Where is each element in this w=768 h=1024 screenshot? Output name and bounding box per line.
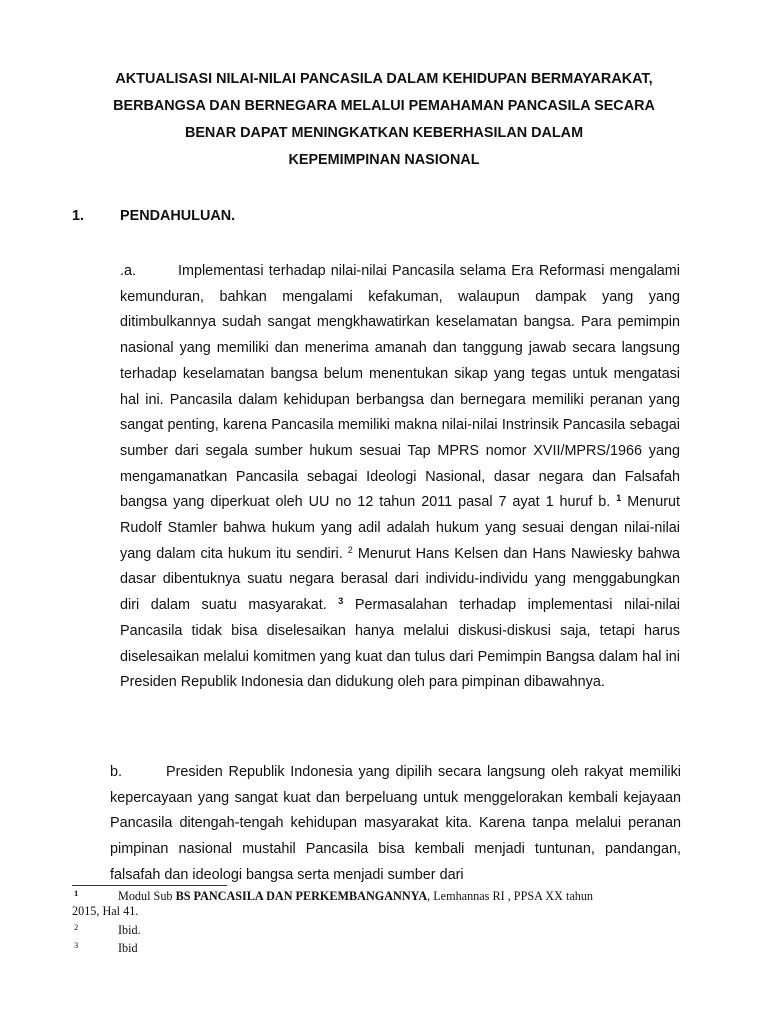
footnote-1-mark: 1 bbox=[74, 888, 79, 898]
footnote-separator bbox=[72, 885, 227, 886]
footnote-3-text: Ibid bbox=[118, 941, 138, 955]
footnote-ref-1[interactable]: 1 bbox=[616, 493, 622, 504]
footnote-ref-2[interactable]: 2 bbox=[347, 544, 353, 555]
document-title bbox=[60, 66, 708, 174]
footnote-1-prefix: Modul Sub bbox=[118, 889, 176, 903]
section-heading-text: PENDAHULUAN. bbox=[120, 208, 236, 224]
paragraph-a-text-2: Menurut Rudolf Stamler bahwa hukum yang adil adalah hukum yang sesuai dengan nilai-nilai yang dalam cita hukum itu sendiri. bbox=[120, 494, 681, 562]
title-line-3: BENAR DAPAT MENINGKATKAN KEBERHASILAN DALAM bbox=[184, 125, 584, 141]
title-line-1: AKTUALISASI NILAI-NILAI PANCASILA DALAM KEHIDUPAN BERMAYARAKAT, bbox=[115, 71, 653, 87]
footnote-1 bbox=[72, 889, 682, 919]
paragraph-b bbox=[110, 760, 681, 889]
footnote-ref-3[interactable]: 3 bbox=[338, 596, 344, 607]
footnote-2 bbox=[72, 923, 682, 938]
title-line-2: BERBANGSA DAN BERNEGARA MELALUI PEMAHAMAN PANCASILA SECARA bbox=[113, 98, 655, 114]
paragraph-a-text-4: Permasalahan terhadap implementasi nilai-nilai Pancasila tidak bisa diselesaikan hanya melalui diskusi-diskusi saja, tetapi harus diselesaikan melalui komitmen yang kuat dan tulus dari Pemimpin Bangsa dalam hal ini Presiden Republik Indonesia dan didukung oleh para pimpinan dibawahnya. bbox=[120, 597, 680, 691]
footnotes bbox=[72, 889, 682, 956]
title-line-4: KEPEMIMPINAN NASIONAL bbox=[288, 152, 480, 168]
footnote-2-mark: 2 bbox=[74, 922, 79, 932]
footnote-3 bbox=[72, 941, 682, 956]
footnote-1-bold-title: BS PANCASILA DAN PERKEMBANGANNYA bbox=[175, 889, 428, 903]
section-heading bbox=[72, 208, 235, 224]
section-number: 1. bbox=[72, 208, 85, 224]
footnote-2-text: Ibid. bbox=[118, 923, 141, 937]
paragraph-a-text-1: Implementasi terhadap nilai-nilai Pancasila selama Era Reformasi mengalami kemunduran, bahkan mengalami kefakuman, walaupun dampak yang yang ditimbulkannya sudah sangat mengkhawatirkan keselamatan bangsa. Para pemimpin nasional yang memiliki dan menerima amanah dan tanggung jawab secara langsung terhadap keselamatan bangsa belum menentukan sikap yang tegas untuk mengatasi hal ini. Pancasila dalam kehidupan berbangsa dan bernegara memiliki peranan yang sangat penting, karena Pancasila memiliki makna nilai-nilai Instrinsik Pancasila sebagai sumber dari segala sumber hukum sesuai Tap MPRS nomor XVII/MPRS/1966 yang mengamanatkan Pancasila sebagai Ideologi Nasional, dasar negara dan Falsafah bangsa yang diperkuat oleh UU no 12 tahun 2011 pasal 7 ayat 1 huruf b. bbox=[120, 263, 680, 511]
paragraph-a-text-3: Menurut Hans Kelsen dan Hans Nawiesky bahwa dasar dibentuknya suatu negara berasal dari individu-individu yang menggabungkan diri dalam suatu masyarakat. bbox=[120, 545, 681, 614]
footnote-1-suffix: , Lemhannas RI , PPSA XX tahun bbox=[427, 889, 594, 903]
footnote-3-mark: 3 bbox=[74, 940, 79, 950]
paragraph-b-text: Presiden Republik Indonesia yang dipilih secara langsung oleh rakyat memiliki kepercayaan yang sangat kuat dan berpeluang untuk menggelorakan kembali kejayaan Pancasila ditengah-tengah kehidupan masyarakat kita. Karena tanpa melalui peranan pimpinan nasional mustahil Pancasila bisa kembali menjadi tuntunan, pandangan, falsafah dan ideologi bangsa serta menjadi sumber dari bbox=[110, 764, 681, 883]
paragraph-a bbox=[120, 259, 680, 696]
footnote-1-line-2: 2015, Hal 41. bbox=[72, 904, 139, 918]
paragraph-b-marker: b. bbox=[110, 764, 123, 780]
paragraph-a-marker: .a. bbox=[120, 263, 136, 279]
